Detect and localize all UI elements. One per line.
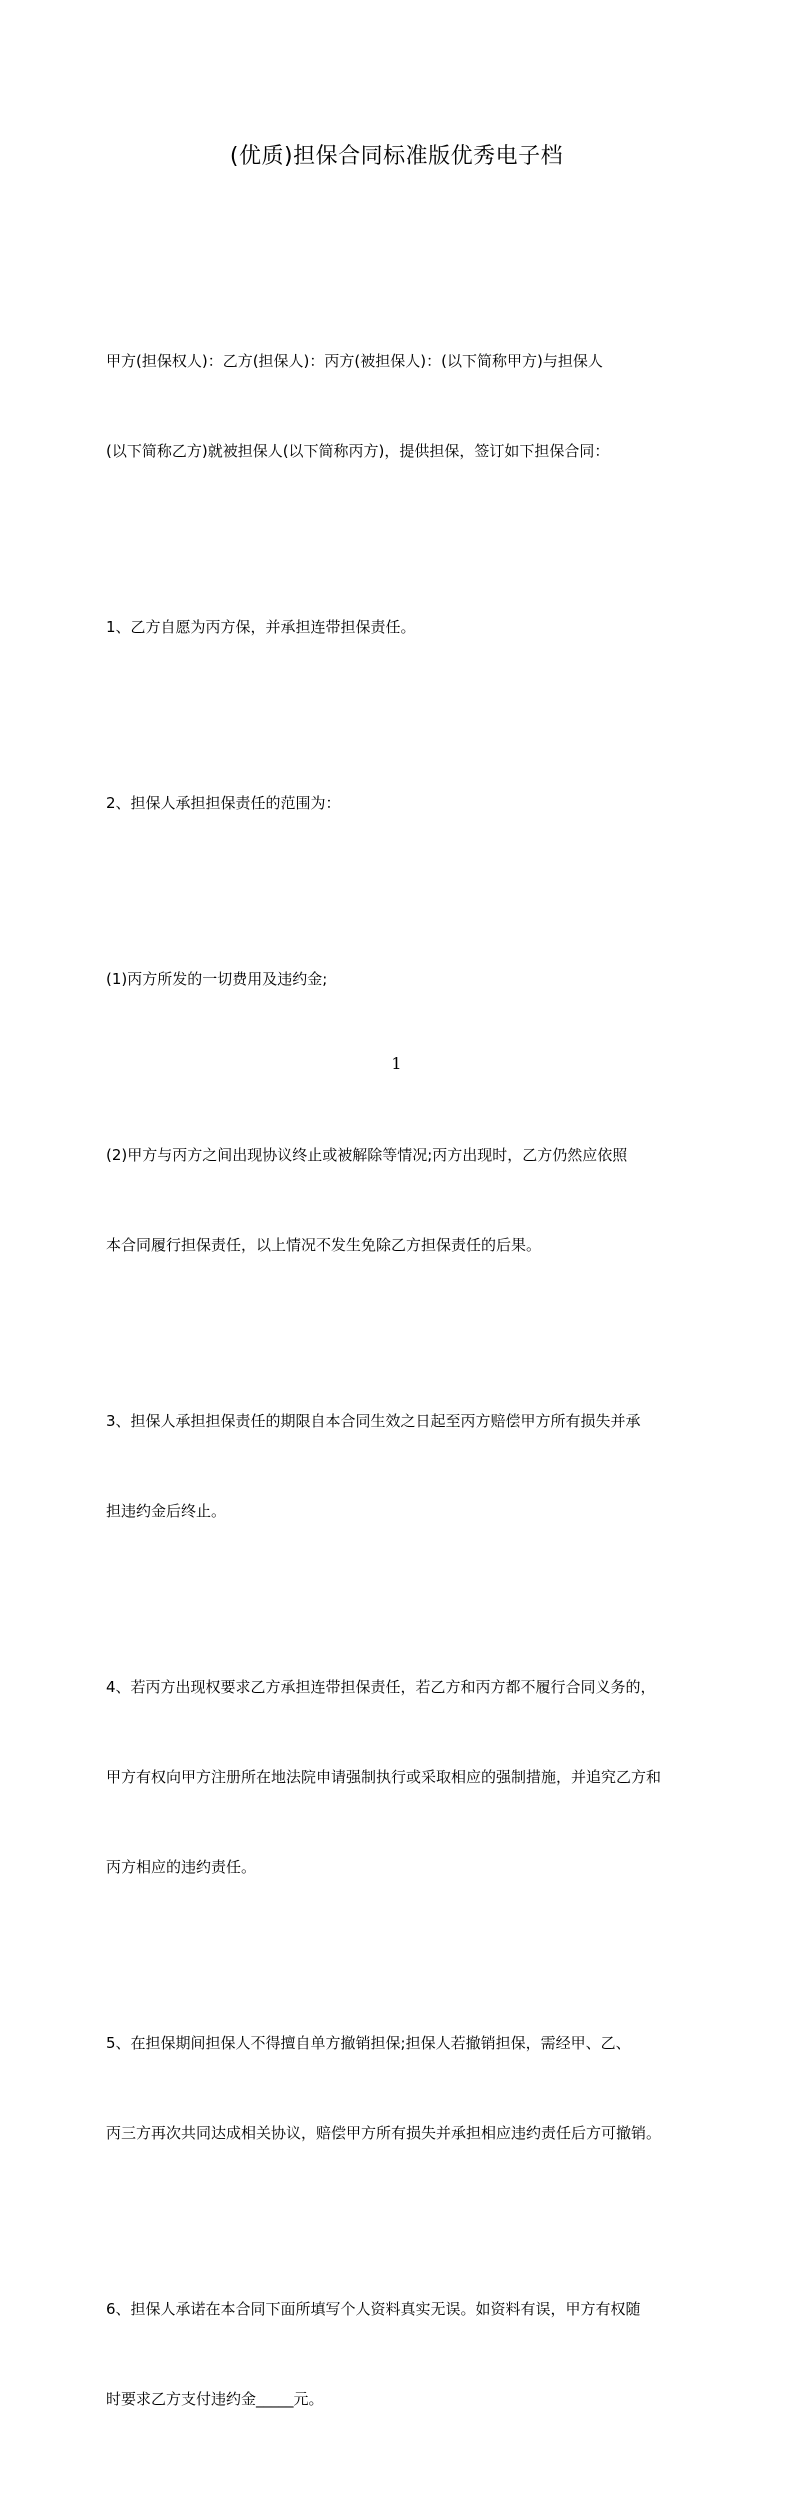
clause-5: [106, 1968, 712, 2208]
clause-2: [106, 728, 712, 878]
paragraph-line: 1、乙方自愿为丙方保，并承担连带担保责任。: [106, 618, 416, 636]
clause-4: [106, 1612, 712, 1942]
paragraph-line: 本合同履行担保责任，以上情况不发生免除乙方担保责任的后果。: [106, 1236, 542, 1254]
paragraph-line: 甲方(担保权人)：乙方(担保人)：丙方(被担保人)：(以下简称甲方)与担保人: [106, 352, 603, 370]
page-number: 1: [391, 1054, 402, 1073]
paragraph-line: (1)丙方所发的一切费用及违约金;: [106, 970, 328, 988]
paragraph-line: (2)甲方与丙方之间出现协议终止或被解除等情况;丙方出现时，乙方仍然应依照: [106, 1146, 628, 1164]
paragraph-line: (以下简称乙方)就被担保人(以下简称丙方)，提供担保，签订如下担保合同：: [106, 442, 610, 460]
clause-3: [106, 1346, 712, 1586]
clause-1: [106, 552, 712, 702]
paragraph-line: 3、担保人承担担保责任的期限自本合同生效之日起至丙方赔偿甲方所有损失并承: [106, 1412, 641, 1430]
paragraph-line: 4、若丙方出现权要求乙方承担连带担保责任，若乙方和丙方都不履行合同义务的，: [106, 1678, 656, 1696]
paragraph-line: 6、担保人承诺在本合同下面所填写个人资料真实无误。如资料有误，甲方有权随: [106, 2300, 641, 2318]
paragraph-line: 丙三方再次共同达成相关协议，赔偿甲方所有损失并承担相应违约责任后方可撤销。: [106, 2124, 662, 2142]
paragraph-line: 2、担保人承担担保责任的范围为：: [106, 794, 341, 812]
paragraph-parties: [106, 286, 712, 526]
paragraph-line: 5、在担保期间担保人不得擅自单方撤销担保;担保人若撤销担保，需经甲、乙、: [106, 2034, 631, 2052]
paragraph-line: 丙方相应的违约责任。: [106, 1858, 257, 1876]
clause-6: [106, 2234, 712, 2474]
clause-2-item-1: [106, 904, 712, 1054]
paragraph-line: 甲方有权向甲方注册所在地法院申请强制执行或采取相应的强制措施，并追究乙方和: [106, 1768, 662, 1786]
document-title: (优质)担保合同标准版优秀电子档: [229, 144, 564, 169]
document-body: [106, 286, 712, 2500]
paragraph-line: 担违约金后终止。: [106, 1502, 227, 1520]
paragraph-line: 时要求乙方支付违约金_____元。: [106, 2390, 324, 2408]
clause-2-item-2: [106, 1080, 712, 1320]
